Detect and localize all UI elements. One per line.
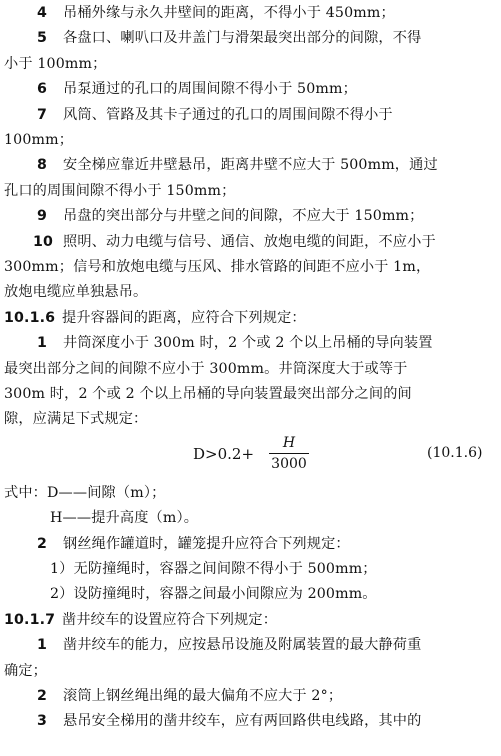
item-number: 10 (33, 233, 54, 250)
item-text: 放炮电缆应单独悬吊。 (4, 284, 148, 301)
item-text: 安全梯应靠近井壁悬吊，距离井壁不应大于 500mm，通过 (63, 157, 438, 174)
item-text: 确定； (4, 662, 48, 679)
item-text: H——提升高度（m）。 (50, 510, 199, 527)
section-number: 10.1.6 (4, 309, 56, 326)
item-text: 照明、动力电缆与信号、通信、放炮电缆的间距，不应小于 (63, 233, 436, 250)
item-text: 滚筒上钢丝绳出绳的最大偏角不应大于 2°； (63, 688, 343, 704)
item-number: 1 (37, 335, 48, 352)
item-text: 式中：D——间隙（m）； (4, 484, 166, 501)
item-text: 100mm； (4, 132, 74, 148)
item-text: 小于 100mm； (4, 55, 107, 72)
item-text: 300mm；信号和放炮电缆与压风、排水管路的间距不应小于 1m， (4, 259, 431, 275)
item-text: 2）设防撞绳时，容器之间最小间隙应为 200mm。 (50, 586, 377, 603)
item-number: 3 (37, 713, 48, 730)
section-heading: 凿井绞车的设置应符合下列规定： (62, 611, 278, 628)
item-text: 吊盘的突出部分与井壁之间的间隙，不应大于 150mm； (63, 208, 424, 225)
item-number: 7 (37, 106, 48, 123)
formula-denominator: 3000 (271, 455, 307, 472)
item-text: 1）无防撞绳时，容器之间间隙不得小于 500mm； (50, 561, 377, 577)
item-number: 4 (37, 5, 48, 21)
item-number: 9 (37, 208, 48, 225)
section-number: 10.1.7 (4, 611, 56, 628)
item-number: 5 (37, 30, 48, 47)
formula-numerator: H (282, 434, 296, 451)
item-number: 2 (37, 688, 48, 704)
formula-number: (10.1.6) (427, 444, 483, 461)
item-text: 最突出部分之间的间隙不应小于 300mm。井筒深度大于或等于 (4, 360, 408, 377)
section-heading: 提升容器间的距离，应符合下列规定： (62, 309, 306, 326)
item-text: 300m 时，2 个或 2 个以上吊桶的导向装置最突出部分之间的间 (4, 386, 412, 402)
formula-fraction (267, 434, 311, 473)
item-text: 吊泵通过的孔口的周围间隙不得小于 50mm； (63, 81, 357, 98)
item-text: 井筒深度小于 300m 时，2 个或 2 个以上吊桶的导向装置 (63, 335, 433, 352)
item-text: 孔口的周围间隙不得小于 150mm； (4, 182, 236, 199)
item-number: 1 (37, 637, 48, 654)
item-number: 6 (37, 81, 48, 98)
item-text: 钢丝绳作罐道时，罐笼提升应符合下列规定： (63, 535, 350, 552)
item-number: 8 (37, 157, 48, 174)
fraction-bar (269, 453, 309, 454)
item-text: 风筒、管路及其卡子通过的孔口的周围间隙不得小于 (63, 106, 393, 123)
item-text: 吊桶外缘与永久井壁间的距离，不得小于 450mm； (63, 5, 395, 21)
item-number: 2 (37, 535, 48, 552)
item-text: 悬吊安全梯用的凿井绞车，应有两回路供电线路，其中的 (63, 713, 422, 730)
formula-lhs: D>0.2+ (193, 444, 255, 463)
item-text: 各盘口、喇叭口及井盖门与滑架最突出部分的间隙，不得 (63, 30, 422, 47)
item-text: 隙，应满足下式规定： (4, 411, 148, 428)
item-text: 凿井绞车的能力，应按悬吊设施及附属装置的最大静荷重 (63, 637, 422, 654)
formula-10-1-6 (0, 434, 501, 478)
